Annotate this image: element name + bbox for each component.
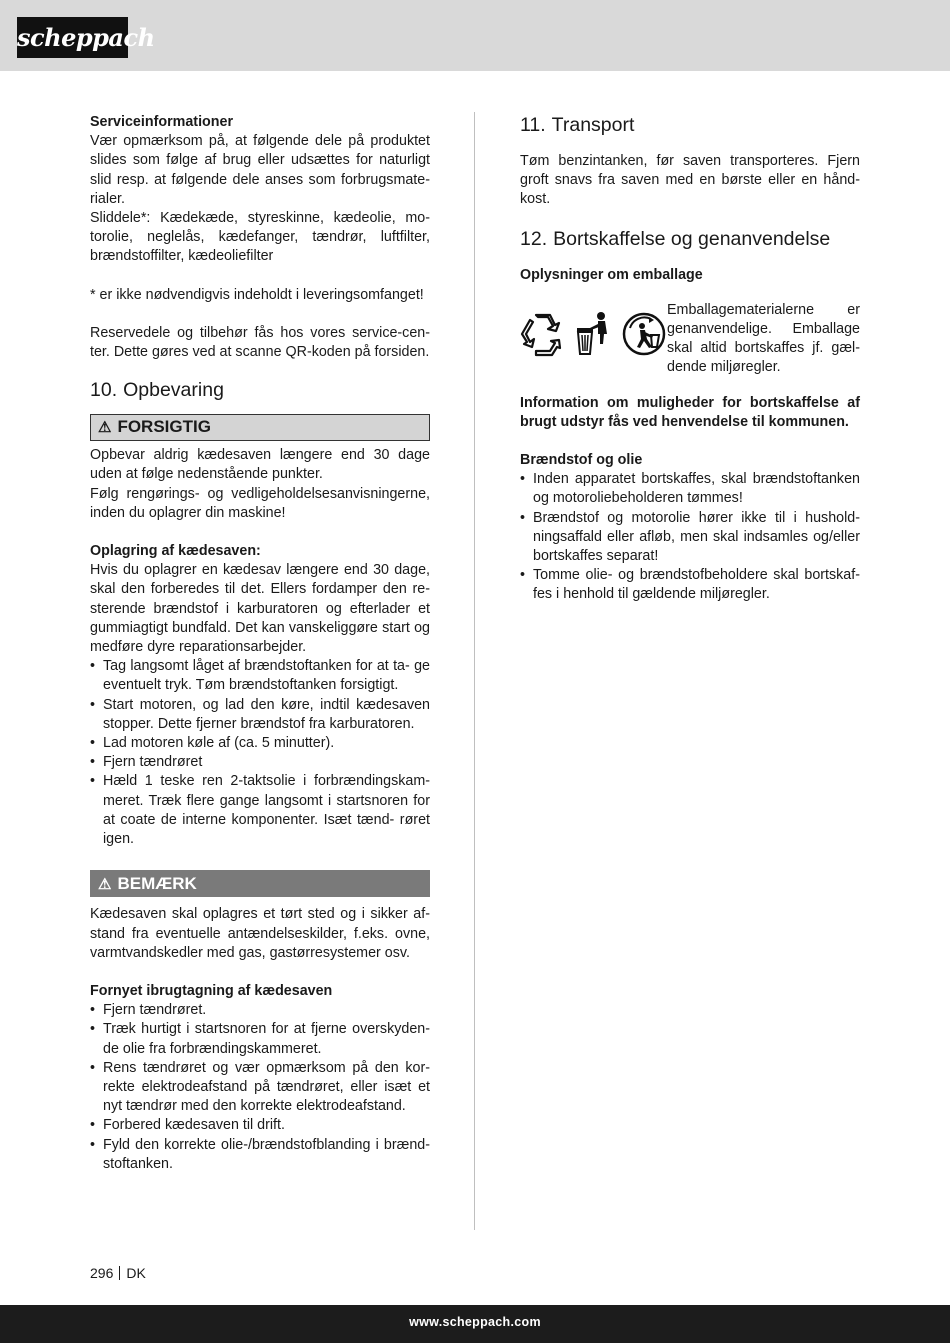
right-column — [520, 113, 860, 605]
list-item: • Start motoren, og lad den køre, indtil kædesaven stopper. Dette fjerner brændstof fra karburatoren. — [90, 696, 430, 732]
section-10-number: 10. — [90, 379, 118, 402]
recycle-icon — [520, 311, 566, 357]
service-paragraph-1: Vær opmærksom på, at følgende dele på produktet slides som følge af brug eller udsættes for naturligt slid resp. at følgende dele anses som forbrugsmate- rialer. — [90, 133, 430, 207]
section-11-heading — [520, 113, 860, 137]
list-item: • Tomme olie- og brændstofbeholdere skal bortskaf- fes i henhold til gældende miljøregler. — [520, 567, 860, 603]
caution-paragraph-1: Opbevar aldrig kædesaven længere end 30 dage uden at følge nedenstående punkter. — [90, 447, 430, 483]
note-label: BEMÆRK — [117, 874, 197, 894]
section-10-heading — [90, 378, 430, 402]
list-item: • Fjern tændrøret. — [90, 1002, 207, 1019]
warning-triangle-icon: ⚠ — [98, 876, 112, 894]
list-item: • Hæld 1 teske ren 2-taktsolie i forbrændingskam- meret. Træk flere gange langsomt i startsnoren for at coate de interne komponenter. Isæt tænd- røret igen. — [90, 773, 430, 848]
list-item: • Rens tændrøret og vær opmærksom på den kor- rekte elektrodeafstand på tændrøret, eller isæt et nyt tændrør med den korrekte elektrodeafstand. — [90, 1059, 430, 1115]
waste-bin-icon — [574, 310, 614, 358]
brand-logo: scheppach — [17, 17, 128, 58]
left-column — [90, 113, 430, 1174]
packaging-paragraph: Emballagematerialerne er genanvendelige. Emballage skal altid bortskaffes jf. gæl- dende miljøregler. — [667, 301, 860, 376]
list-item: • Lad motoren køle af (ca. 5 minutter). — [90, 735, 335, 752]
page-number-separator — [119, 1266, 120, 1280]
list-item: • Fjern tændrøret — [90, 754, 203, 771]
page-footer — [0, 1305, 950, 1343]
section-11-title: Transport — [551, 114, 635, 136]
section-12-number: 12. — [520, 227, 548, 250]
service-paragraph-4: Reservedele og tilbehør fås hos vores service-cen- ter. Dette gøres ved at scanne QR-koden på forsiden. — [90, 324, 430, 361]
section-12-heading — [520, 227, 860, 251]
service-paragraph-2: Sliddele*: Kædekæde, styreskinne, kædeolie, mo- torolie, neglelås, kædefanger, tændrør, luftfilter, brændstoffilter, kædeoliefilter — [90, 210, 430, 265]
list-item: • Træk hurtigt i startsnoren for at fjerne overskyden- de olie fra forbrændingskammeret. — [90, 1021, 430, 1057]
fuel-list — [520, 470, 860, 604]
packaging-title: Oplysninger om emballage — [520, 266, 703, 283]
language-code: DK — [126, 1265, 146, 1281]
list-item: • Fyld den korrekte olie-/brændstofblanding i brænd- stoftanken. — [90, 1136, 430, 1172]
list-item: • Inden apparatet bortskaffes, skal brændstoftanken og motoroliebeholderen tømmes! — [520, 471, 860, 507]
website-link[interactable]: www.scheppach.com — [409, 1315, 541, 1329]
transport-paragraph: Tøm benzintanken, før saven transporteres. Fjern groft snavs fra saven med en børste eller en hånd- kost. — [520, 153, 860, 208]
note-paragraph: Kædesaven skal oplagres et tørt sted og i sikker af- stand fra eventuelle antændelseskilder, f.eks. ovne, varmtvandskedler med gas, gastørresystemer osv. — [90, 906, 430, 961]
disposal-info: Information om muligheder for bortskaffelse af brugt udstyr fås ved henvendelse til kommunen. — [520, 394, 860, 430]
storage-list — [90, 657, 430, 849]
section-12-title: Bortskaffelse og genanvendelse — [553, 227, 831, 250]
page-header — [0, 0, 950, 71]
caution-paragraph-2: Følg rengørings- og vedligeholdelsesanvisningerne, inden du oplagrer din maskine! — [90, 485, 430, 521]
list-item: • Tag langsomt låget af brændstoftanken for at ta- ge eventuelt tryk. Tøm brændstoftanken forsigtigt. — [90, 658, 430, 694]
list-item: • Brændstof og motorolie hører ikke til i hushold- ningsaffald eller afløb, men skal indsamles og/eller bortskaffes separat! — [520, 509, 860, 565]
restart-list — [90, 1001, 430, 1174]
restart-title: Fornyet ibrugtagning af kædesaven — [90, 982, 333, 999]
column-divider — [474, 112, 475, 1230]
page-number — [90, 1265, 146, 1281]
section-10-title: Opbevaring — [123, 379, 224, 402]
service-title: Serviceinformationer — [90, 114, 234, 130]
packaging-row — [520, 301, 860, 378]
section-11-number: 11. — [520, 114, 546, 136]
service-paragraph-3: * er ikke nødvendigvis indeholdt i leveringsomfanget! — [90, 286, 424, 303]
tidy-man-icon — [621, 311, 667, 357]
storage-paragraph: Hvis du oplagrer en kædesav længere end 30 dage, skal den forberedes til det. Ellers fordamper den re- sterende brændstof i karburatoren og efterlader et gummiagtigt bundfald. Det kan vanskeliggøre start og medføre dyre reparationsarbejder. — [90, 562, 430, 656]
note-box — [90, 870, 430, 897]
page-number-value: 296 — [90, 1265, 114, 1281]
list-item: • Forbered kædesaven til drift. — [90, 1117, 285, 1134]
warning-triangle-icon: ⚠ — [98, 419, 112, 437]
disposal-icons — [520, 301, 667, 363]
fuel-title: Brændstof og olie — [520, 452, 643, 469]
caution-box — [90, 414, 430, 441]
caution-label: FORSIGTIG — [117, 417, 211, 437]
storage-title: Oplagring af kædesaven: — [90, 543, 261, 560]
